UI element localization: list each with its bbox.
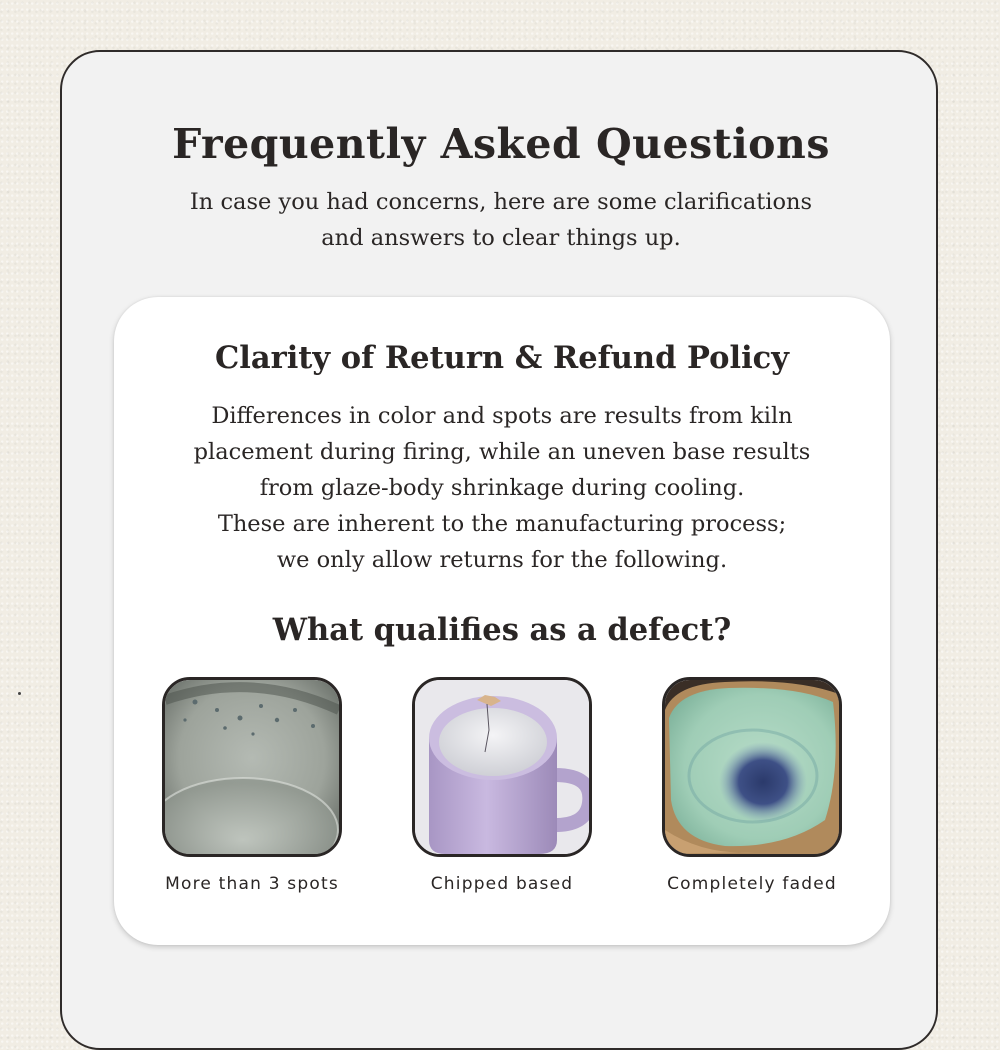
faq-subtitle-line: and answers to clear things up. [321,225,681,251]
faq-subtitle [162,184,840,256]
policy-body-line: we only allow returns for the following. [276,547,728,573]
defect-caption: Chipped based [430,874,574,894]
chipped-mug-photo [412,677,592,857]
policy-body-line: Differences in color and spots are results from kiln [211,403,793,429]
policy-body [154,398,850,578]
defect-caption: More than 3 spots [165,874,339,894]
faded-bowl-photo [662,677,842,857]
policy-body-line: placement during firing, while an uneven base results [193,439,811,465]
spotted-bowl-photo [162,677,342,857]
policy-body-line: from glaze-body shrinkage during cooling. [259,475,745,501]
defect-item-faded [662,677,842,894]
policy-title: Clarity of Return & Refund Policy [215,340,789,376]
background-speck [18,692,21,695]
defect-title: What qualifies as a defect? [272,612,732,648]
faq-card [60,50,938,1050]
defect-item-chipped [412,677,592,894]
faq-title: Frequently Asked Questions [172,120,830,168]
policy-card [114,297,890,945]
faq-subtitle-line: In case you had concerns, here are some clarifications [189,189,813,215]
policy-body-line: These are inherent to the manufacturing process; [217,511,787,537]
defect-item-spots [162,677,342,894]
defect-caption: Completely faded [667,874,837,894]
